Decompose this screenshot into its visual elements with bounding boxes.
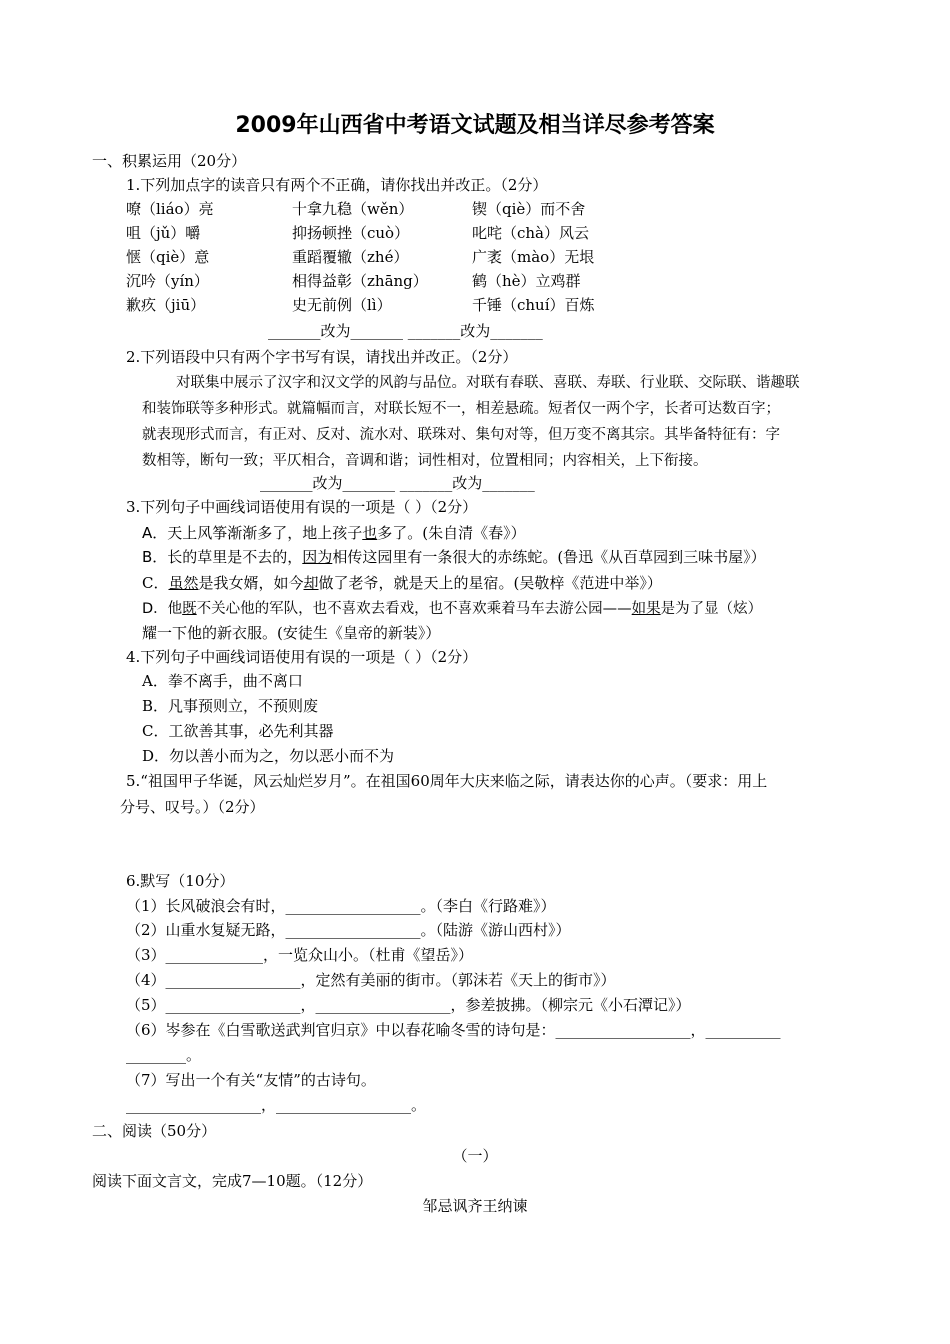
dictation-item: （7）写出一个有关“友情”的古诗句。 bbox=[126, 1071, 376, 1089]
option-a: A．拳不离手，曲不离口 bbox=[142, 672, 303, 690]
pinyin-item: 广袤（mào）无垠 bbox=[472, 248, 595, 266]
option-c bbox=[142, 572, 662, 594]
source-citation: (吴敬梓《范进中举》） bbox=[513, 574, 662, 592]
option-text: C． bbox=[142, 574, 169, 592]
answer-blank: _______改为_______ _______改为_______ bbox=[260, 474, 535, 492]
pinyin-item: 沉吟（yín） bbox=[126, 272, 209, 290]
part-label: （一） bbox=[452, 1147, 498, 1165]
option-text: 不关心他的军队，也不喜欢去看戏，也不喜欢乘着马车去游公园—— bbox=[196, 601, 632, 617]
pinyin-item: 相得益彰（zhāng） bbox=[292, 272, 428, 290]
option-c: C．工欲善其事，必先利其器 bbox=[142, 722, 334, 740]
question-stem: 1.下列加点字的读音只有两个不正确，请你找出并改正。（2分） bbox=[126, 176, 548, 194]
paragraph-line: 就表现形式而言，有正对、反对、流水对、联珠对、集句对等，但万变不离其宗。其毕备特征有：字 bbox=[142, 427, 780, 443]
pinyin-item: 重蹈覆辙（zhé） bbox=[292, 248, 409, 266]
question-stem: 5.“祖国甲子华诞，风云灿烂岁月”。在祖国60周年大庆来临之际，请表达你的心声。（要求：用上 bbox=[126, 772, 768, 790]
option-text: D．他 bbox=[142, 601, 183, 617]
pinyin-item: 史无前例（lì） bbox=[292, 296, 392, 314]
question-stem: 6.默写（10分） bbox=[126, 872, 235, 890]
question-stem: 3.下列句子中画线词语使用有误的一项是（ ）（2分） bbox=[126, 498, 478, 516]
option-text: 做了老爷，就是天上的星宿。 bbox=[318, 574, 514, 592]
pinyin-item: 十拿九稳（wěn） bbox=[292, 200, 414, 218]
dictation-item: （6）岑参在《白雪歌送武判官归京》中以春花喻冬雪的诗句是：__________________，__________ bbox=[126, 1021, 781, 1039]
option-text: B．长的草里是不去的， bbox=[142, 548, 303, 566]
underlined-word: 虽然 bbox=[168, 574, 199, 592]
underlined-word: 却 bbox=[303, 574, 319, 592]
pinyin-item: 千锤（chuí）百炼 bbox=[472, 296, 595, 314]
option-b: B．凡事预则立，不预则废 bbox=[142, 697, 319, 715]
dictation-item-continued: ________。 bbox=[126, 1046, 202, 1064]
pinyin-item: 锲（qiè）而不舍 bbox=[472, 200, 586, 218]
option-a bbox=[142, 522, 526, 544]
paragraph-line: 数相等，断句一致；平仄相合，音调和谐；词性相对，位置相同；内容相关，上下衔接。 bbox=[142, 453, 708, 469]
question-stem-continued: 分号、叹号。）（2分） bbox=[120, 798, 265, 816]
section-heading: 二、阅读（50分） bbox=[92, 1122, 217, 1140]
article-title: 邹忌讽齐王纳谏 bbox=[422, 1197, 528, 1215]
source-citation: (安徒生《皇帝的新装》） bbox=[277, 624, 441, 642]
dictation-item: （1）长风破浪会有时，__________________。（李白《行路难》） bbox=[126, 897, 556, 915]
pinyin-item: 咀（jǔ）嚼 bbox=[126, 224, 201, 242]
paragraph-line: 对联集中展示了汉字和汉文学的风韵与品位。对联有春联、喜联、寿联、行业联、交际联、谐趣联 bbox=[176, 375, 800, 391]
option-text: A．天上风筝渐渐多了，地上孩子 bbox=[142, 524, 363, 542]
underlined-word: 也 bbox=[362, 524, 378, 542]
dictation-item: （3）_____________，一览众山小。（杜甫《望岳》） bbox=[126, 946, 474, 964]
option-text: 是我女婿，如今 bbox=[198, 574, 304, 592]
dictation-item: （5）__________________，__________________，参差披拂。（柳宗元《小石潭记》） bbox=[126, 996, 691, 1014]
underlined-word: 既 bbox=[182, 601, 197, 617]
underlined-word: 如果 bbox=[631, 601, 661, 617]
page-title: 2009年山西省中考语文试题及相当详尽参考答案 bbox=[235, 113, 715, 138]
option-b bbox=[142, 546, 766, 568]
source-citation: (鲁迅《从百草园到三味书屋》） bbox=[557, 548, 766, 566]
option-d: D．勿以善小而为之，勿以恶小而不为 bbox=[142, 747, 395, 765]
pinyin-item: 嘹（liáo）亮 bbox=[126, 200, 214, 218]
paragraph-line: 和装饰联等多种形式。就篇幅而言，对联长短不一，相差悬疏。短者仅一两个字，长者可达数百字； bbox=[142, 401, 780, 417]
dictation-item: （4）__________________，定然有美丽的街市。（郭沫若《天上的街市》） bbox=[126, 971, 616, 989]
section-heading: 一、积累运用（20分） bbox=[92, 152, 247, 170]
pinyin-item: 歉疚（jiū） bbox=[126, 296, 206, 314]
option-d bbox=[142, 598, 762, 620]
option-d-continued bbox=[142, 622, 440, 644]
option-text: 是为了显（炫） bbox=[660, 601, 763, 617]
option-text: 耀一下他的新衣服。 bbox=[142, 624, 278, 642]
option-text: 相传这园里有一条很大的赤练蛇。 bbox=[332, 548, 558, 566]
answer-blank: _______改为_______ _______改为_______ bbox=[268, 322, 543, 340]
pinyin-item: 鹤（hè）立鸡群 bbox=[472, 272, 581, 290]
pinyin-item: 抑扬顿挫（cuò） bbox=[292, 224, 410, 242]
dictation-item-continued: __________________，__________________。 bbox=[126, 1096, 427, 1114]
pinyin-item: 惬（qiè）意 bbox=[126, 248, 210, 266]
underlined-word: 因为 bbox=[302, 548, 333, 566]
option-text: 多了。 bbox=[377, 524, 423, 542]
question-stem: 4.下列句子中画线词语使用有误的一项是（ ）（2分） bbox=[126, 648, 478, 666]
dictation-item: （2）山重水复疑无路，__________________。（陆游《游山西村》） bbox=[126, 921, 571, 939]
reading-intro: 阅读下面文言文，完成7—10题。（12分） bbox=[92, 1172, 373, 1190]
source-citation: (朱自清《春》） bbox=[422, 524, 526, 542]
question-stem: 2.下列语段中只有两个字书写有误，请找出并改正。（2分） bbox=[126, 348, 518, 366]
pinyin-item: 叱咤（chà）风云 bbox=[472, 224, 590, 242]
